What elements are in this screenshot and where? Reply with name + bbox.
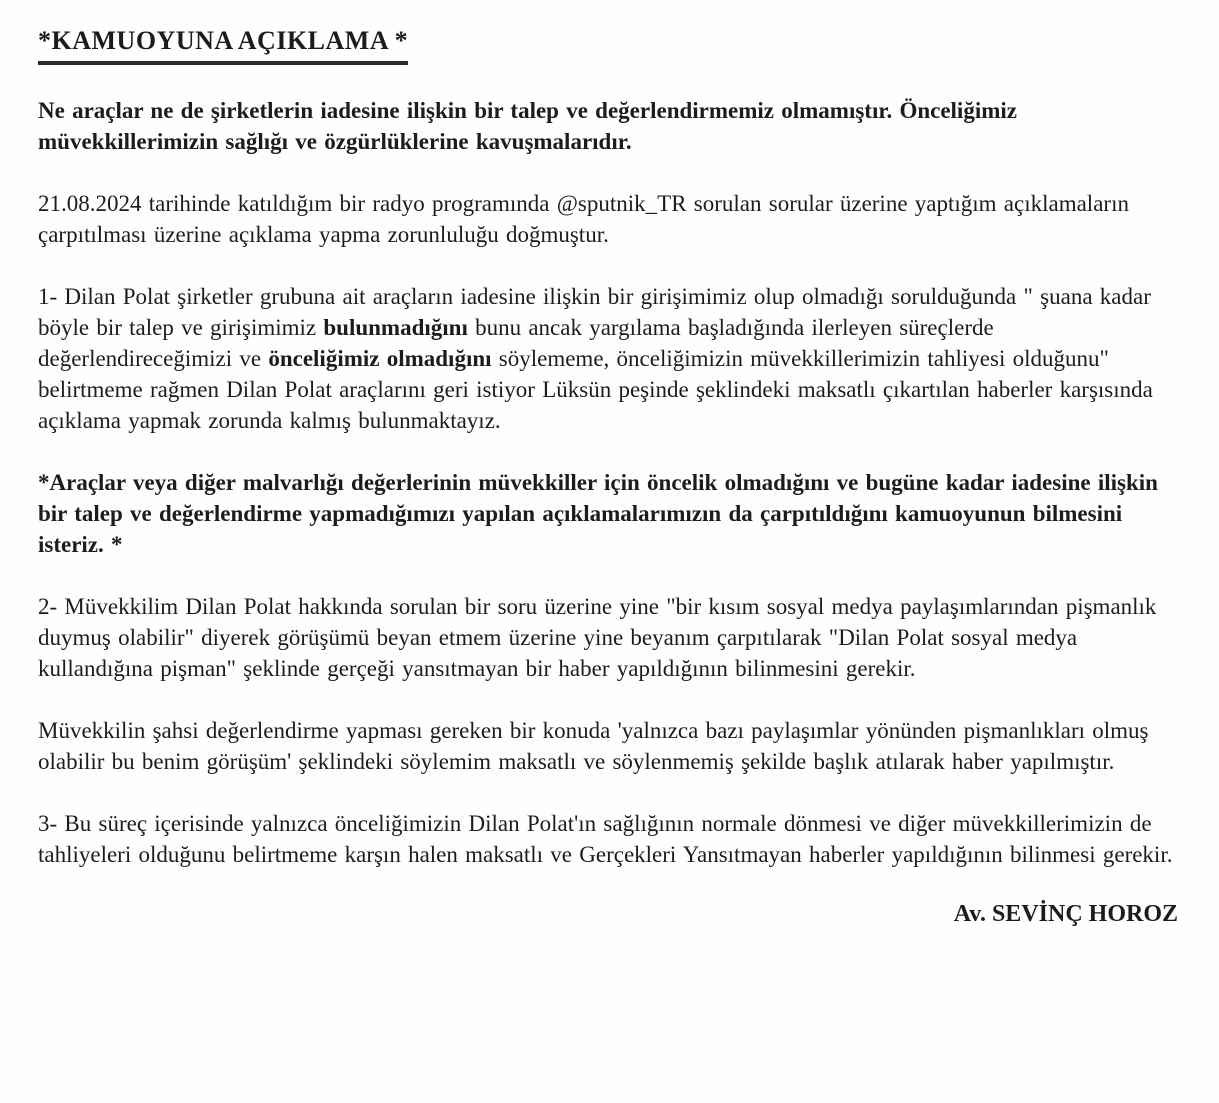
bold-text-run: *Araçlar veya diğer malvarlığı değerlerinin müvekkiller için öncelik olmadığını ve bugüne kadar iadesine ilişkin bir talep ve değerlendirme yapmadığımızı yapılan açıklamalarımızın da çarpıtıldığını kamuoyunun bilmesini isteriz. * <box>38 470 1158 557</box>
paragraph <box>38 715 1180 777</box>
document-title: *KAMUOYUNA AÇIKLAMA * <box>38 26 408 65</box>
bold-text-run: Ne araçlar ne de şirketlerin iadesine ilişkin bir talep ve değerlendirmemiz olmamıştır. Önceliğimiz müvekkillerimizin sağlığı ve özgürlüklerine kavuşmalarıdır. <box>38 98 1017 154</box>
text-run: 3- Bu süreç içerisinde yalnızca önceliğimizin Dilan Polat'ın sağlığının normale dönmesi ve diğer müvekkillerimizin de tahliyeleri olduğunu belirtmeme karşın halen maksatlı ve Gerçekleri Yansıtmayan haberler yapıldığının bilinmesi gerekir. <box>38 811 1173 867</box>
text-run: Müvekkilin şahsi değerlendirme yapması gereken bir konuda 'yalnızca bazı paylaşımlar yönünden pişmanlıkları olmuş olabilir bu benim görüşüm' şeklindeki söylemim maksatlı ve söylenmemiş şekilde başlık atılarak haber yapılmıştır. <box>38 718 1149 774</box>
text-run: söylememe, önceliğimizin müvekkillerimizin tahliyesi olduğunu" belirtmeme rağmen Dilan Polat araçlarını geri istiyor Lüksün peşinde şeklindeki maksatlı çıkartılan haberler karşısında açıklama yapmak zorunda kalmış bulunmaktayız. <box>38 346 1153 433</box>
text-run: 21.08.2024 tarihinde katıldığım bir radyo programında @sputnik_TR sorulan sorular üzerine yaptığım açıklamaların çarpıtılması üzerine açıklama yapma zorunluluğu doğmuştur. <box>38 191 1129 247</box>
bold-text-run: bulunmadığını <box>323 315 468 340</box>
text-run: 2- Müvekkilim Dilan Polat hakkında sorulan bir soru üzerine yine "bir kısım sosyal medya paylaşımlarından pişmanlık duymuş olabilir" diyerek görüşümü beyan etmem üzerine yine beyanım çarpıtılarak "Dilan Polat sosyal medya kullandığına pişman" şeklinde gerçeği yansıtmayan bir haber yapıldığının bilinmesini gerekir. <box>38 594 1157 681</box>
signature: Av. SEVİNÇ HOROZ <box>953 901 1178 927</box>
paragraph <box>38 281 1180 436</box>
paragraph <box>38 188 1180 250</box>
text-run: bunu ancak yargılama başladığında ilerleyen süreçlerde değerlendireceğimizi ve <box>38 315 994 371</box>
paragraph <box>38 467 1180 560</box>
paragraph <box>38 95 1180 157</box>
bold-text-run: önceliğimiz olmadığını <box>268 346 492 371</box>
paragraph <box>38 591 1180 684</box>
text-run: 1- Dilan Polat şirketler grubuna ait araçların iadesine ilişkin bir girişimimiz olup olmadığı sorulduğunda " şuana kadar böyle bir talep ve girişimimiz <box>38 284 1151 340</box>
document-body <box>38 95 1180 870</box>
paragraph <box>38 808 1180 870</box>
